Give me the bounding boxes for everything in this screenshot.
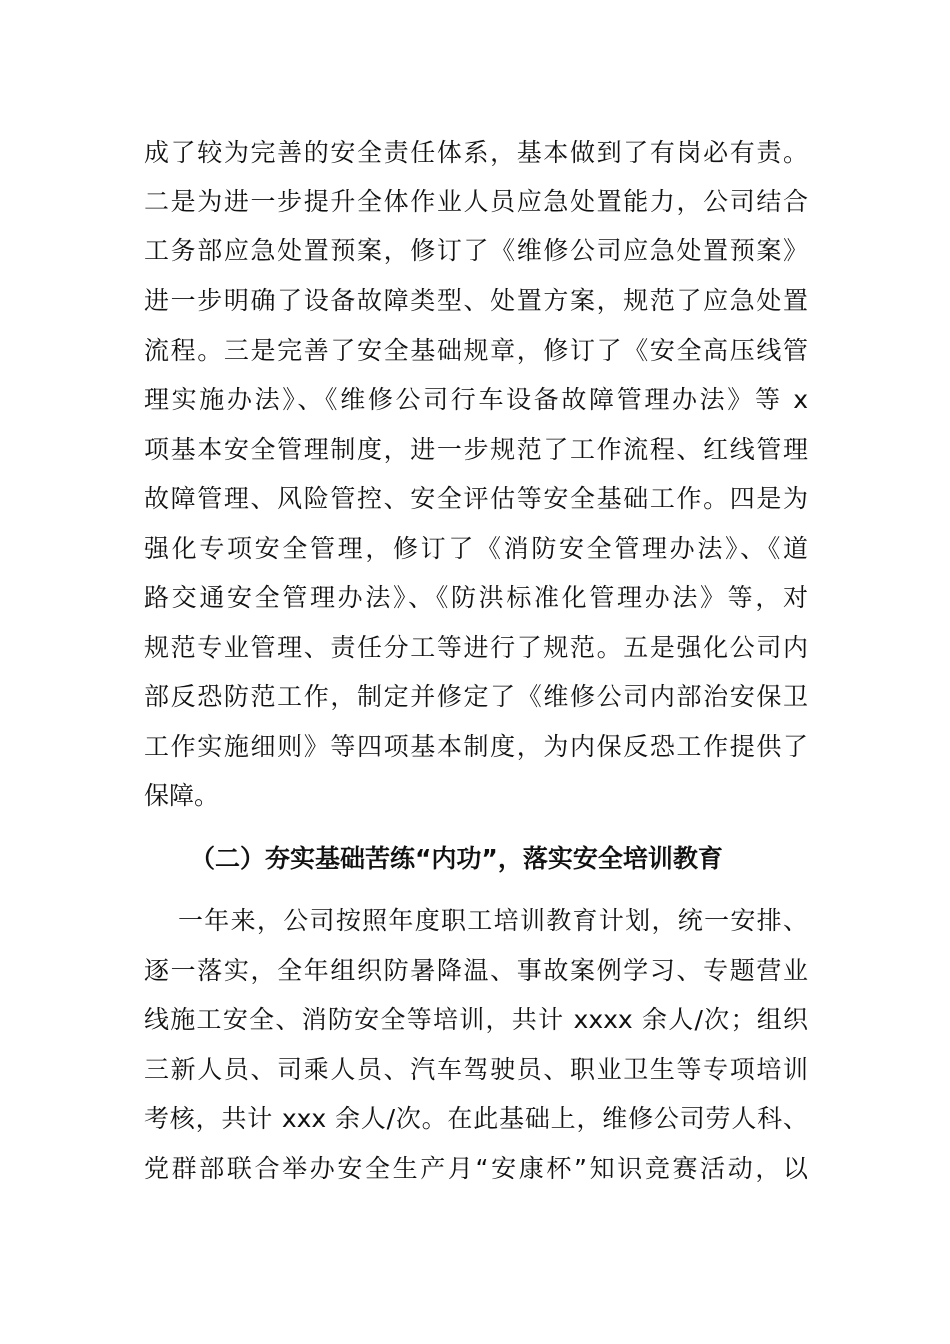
paragraph-line: 逐一落实，全年组织防暑降温、事故案例学习、专题营业 [144,956,808,985]
paragraph-line: 项基本安全管理制度，进一步规范了工作流程、红线管理 [144,435,808,464]
paragraph-line: 工务部应急处置预案，修订了《维修公司应急处置预案》 [144,236,808,265]
paragraph-line: 党群部联合举办安全生产月“安康杯”知识竞赛活动，以 [144,1154,808,1183]
paragraph-line: 三新人员、司乘人员、汽车驾驶员、职业卫生等专项培训 [144,1055,808,1084]
paragraph-line: 成了较为完善的安全责任体系，基本做到了有岗必有责。 [144,138,808,167]
paragraph-line: 工作实施细则》等四项基本制度，为内保反恐工作提供了 [144,732,808,761]
paragraph-line: 理实施办法》、《维修公司行车设备故障管理办法》等 x [144,385,808,414]
paragraph-line: 进一步明确了设备故障类型、处置方案，规范了应急处置 [144,286,808,315]
paragraph-line: 一年来，公司按照年度职工培训教育计划，统一安排、 [178,906,808,935]
paragraph-line: 考核，共计 xxx 余人/次。在此基础上，维修公司劳人科、 [144,1104,808,1133]
section-heading: （二）夯实基础苦练“内功”，落实安全培训教育 [190,844,723,873]
paragraph-line: 保障。 [144,781,220,810]
paragraph-line: 路交通安全管理办法》、《防洪标准化管理办法》等，对 [144,583,808,612]
paragraph-line: 故障管理、风险管控、安全评估等安全基础工作。四是为 [144,484,808,513]
paragraph-line: 二是为进一步提升全体作业人员应急处置能力，公司结合 [144,187,808,216]
paragraph-line: 规范专业管理、责任分工等进行了规范。五是强化公司内 [144,633,808,662]
paragraph-line: 流程。三是完善了安全基础规章，修订了《安全高压线管 [144,336,808,365]
paragraph-line: 部反恐防范工作，制定并修定了《维修公司内部治安保卫 [144,682,808,711]
paragraph-line: 强化专项安全管理，修订了《消防安全管理办法》、《道 [144,534,808,563]
paragraph-line: 线施工安全、消防安全等培训，共计 xxxx 余人/次；组织 [144,1005,808,1034]
